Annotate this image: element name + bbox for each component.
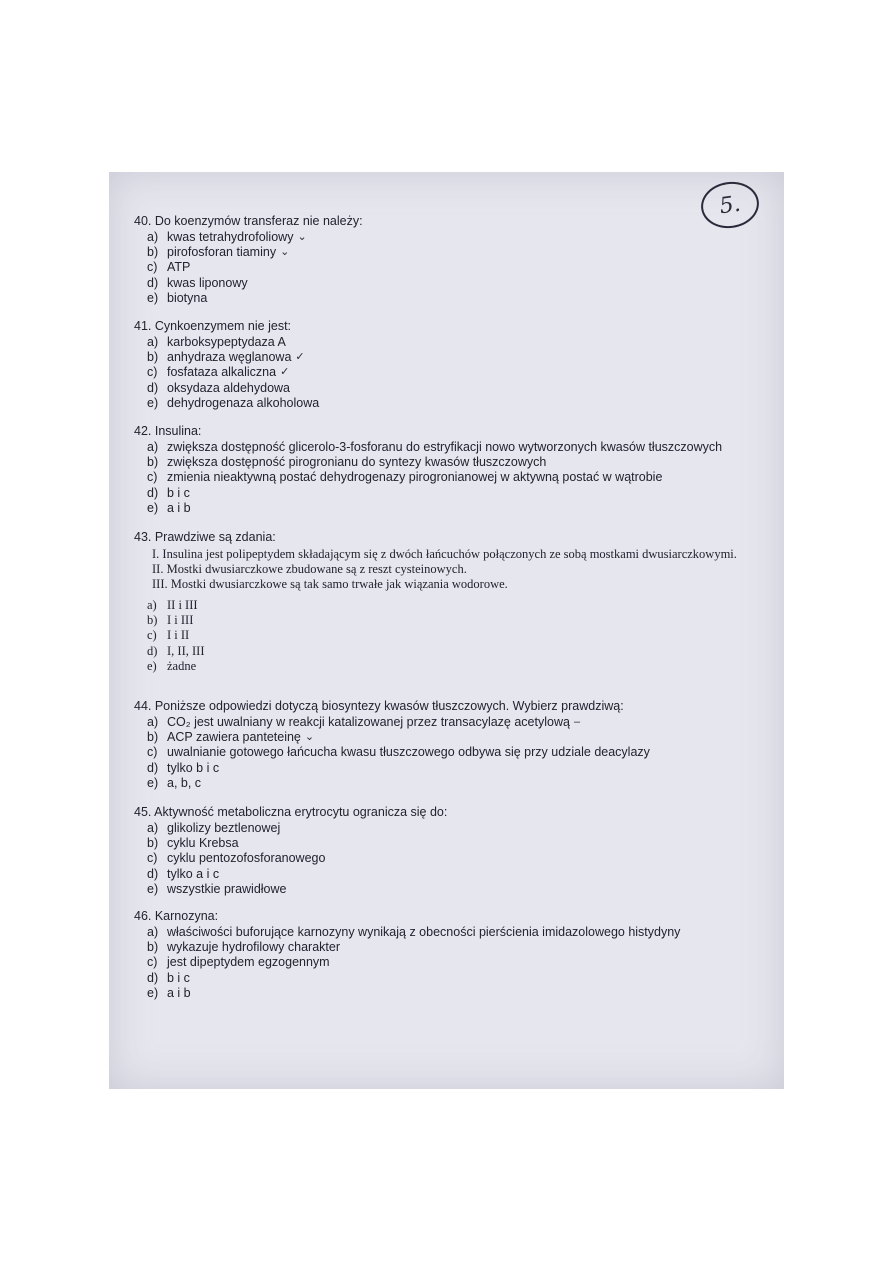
question-43 <box>134 530 774 674</box>
statements-list <box>152 547 774 592</box>
option-text: a i b <box>167 500 191 515</box>
option-label: b) <box>147 613 158 628</box>
handwritten-mark: – <box>573 716 581 728</box>
option-label: e) <box>147 881 159 896</box>
option-text: zwiększa dostępność pirogronianu do syntezy kwasów tłuszczowych <box>167 455 547 470</box>
options-list <box>147 925 774 1001</box>
option-label: a) <box>147 821 159 835</box>
option <box>147 381 774 396</box>
question-title: 44. Poniższe odpowiedzi dotyczą biosyntezy kwasów tłuszczowych. Wybierz prawdziwą: <box>134 699 624 713</box>
statement: I. Insulina jest polipeptydem składającym się z dwóch łańcuchów połączonych ze sobą mostkami dwusiarczkowymi. <box>152 547 737 561</box>
scanned-page <box>109 172 784 1089</box>
option-text: wykazuje hydrofilowy charakter <box>167 940 340 955</box>
option <box>147 715 774 730</box>
option-label: c) <box>147 628 157 643</box>
options-list <box>147 230 774 306</box>
option-text: glikolizy beztlenowej <box>167 821 281 835</box>
option-label: d) <box>147 485 159 500</box>
option-label: b) <box>147 730 159 745</box>
page-number-badge: 5. <box>698 178 762 232</box>
option <box>147 291 774 306</box>
option-text: cyklu pentozofosforanowego <box>167 851 326 866</box>
question-title: 42. Insulina: <box>134 424 202 438</box>
option <box>147 761 774 776</box>
option <box>147 867 774 882</box>
option-text: biotyna <box>167 290 208 305</box>
options-list <box>147 440 774 516</box>
option <box>147 260 774 275</box>
question-title: 46. Karnozyna: <box>134 909 219 923</box>
option-text: karboksypeptydaza A <box>167 335 286 349</box>
option <box>147 821 774 836</box>
option-label: d) <box>147 380 159 395</box>
option-text: II i III <box>167 598 198 612</box>
option <box>147 971 774 986</box>
option-text: zwiększa dostępność glicerolo-3-fosforanu do estryfikacji nowo wytworzonych kwasów tłuszczowych <box>167 440 723 454</box>
option-text: b i c <box>167 485 190 500</box>
handwritten-mark: ✓ <box>280 366 290 379</box>
option-text: oksydaza aldehydowa <box>167 380 290 395</box>
option <box>147 986 774 1001</box>
option-text: anhydraza węglanowa <box>167 350 292 365</box>
option-label: e) <box>147 290 159 305</box>
option <box>147 276 774 291</box>
question-title: 43. Prawdziwe są zdania: <box>134 530 276 544</box>
option-label: e) <box>147 395 159 410</box>
options-list <box>147 821 774 897</box>
option <box>147 882 774 897</box>
option-label: d) <box>147 866 159 881</box>
option-text: kwas liponowy <box>167 275 248 290</box>
handwritten-mark: ⌄ <box>280 246 290 259</box>
option-label: a) <box>147 440 159 454</box>
question-42 <box>134 424 774 516</box>
option-text: a, b, c <box>167 775 202 790</box>
option-text: tylko a i c <box>167 866 220 881</box>
option-label: b) <box>147 836 159 851</box>
option <box>147 440 774 455</box>
question-45 <box>134 805 774 897</box>
option <box>147 350 774 365</box>
question-title: 45. Aktywność metaboliczna erytrocytu ogranicza się do: <box>134 805 448 819</box>
option-label: c) <box>147 260 158 275</box>
option-text: kwas tetrahydrofoliowy <box>167 230 294 244</box>
option <box>147 613 774 628</box>
option-text: właściwości buforujące karnozyny wynikają z obecności pierścienia imidazolowego histydyny <box>167 925 681 939</box>
question-title: 41. Cynkoenzymem nie jest: <box>134 319 292 333</box>
option-label: c) <box>147 365 158 380</box>
option-label: d) <box>147 970 159 985</box>
option-label: a) <box>147 335 159 349</box>
option-label: d) <box>147 643 158 658</box>
question-41 <box>134 319 774 411</box>
question-title: 40. Do koenzymów transferaz nie należy: <box>134 214 363 228</box>
question-40 <box>134 214 774 306</box>
question-44 <box>134 699 774 791</box>
option-text: cyklu Krebsa <box>167 836 239 851</box>
option-text: pirofosforan tiaminy <box>167 245 277 260</box>
option-label: d) <box>147 275 159 290</box>
option-text: I, II, III <box>167 643 205 658</box>
option-label: a) <box>147 230 159 244</box>
option-text: dehydrogenaza alkoholowa <box>167 395 320 410</box>
handwritten-mark: ✓ <box>295 351 305 364</box>
option <box>147 455 774 470</box>
option <box>147 245 774 260</box>
option-label: e) <box>147 985 159 1000</box>
statement: III. Mostki dwusiarczkowe są tak samo trwałe jak wiązania wodorowe. <box>152 577 508 591</box>
option <box>147 776 774 791</box>
handwritten-mark: ⌄ <box>297 231 307 243</box>
options-list <box>147 715 774 791</box>
option-label: a) <box>147 598 157 612</box>
option <box>147 836 774 851</box>
option <box>147 730 774 745</box>
option <box>147 365 774 380</box>
option <box>147 628 774 643</box>
option <box>147 230 774 245</box>
option <box>147 598 774 613</box>
option-label: c) <box>147 470 158 485</box>
option <box>147 659 774 674</box>
option-label: a) <box>147 715 159 729</box>
option-label: e) <box>147 500 159 515</box>
option-text: CO₂ jest uwalniany w reakcji katalizowanej przez transacylazę acetylową <box>167 715 570 729</box>
option <box>147 335 774 350</box>
option-text: a i b <box>167 985 191 1000</box>
option <box>147 940 774 955</box>
option-label: b) <box>147 940 159 955</box>
option-text: fosfataza alkaliczna <box>167 365 277 380</box>
option <box>147 470 774 485</box>
option <box>147 396 774 411</box>
option <box>147 851 774 866</box>
option-label: d) <box>147 760 159 775</box>
option-text: uwalnianie gotowego łańcucha kwasu tłuszczowego odbywa się przy udziale deacylazy <box>167 745 650 760</box>
option-label: e) <box>147 775 159 790</box>
option-label: b) <box>147 350 159 365</box>
options-list <box>147 598 774 674</box>
option-label: c) <box>147 745 158 760</box>
option <box>147 486 774 501</box>
option-text: jest dipeptydem egzogennym <box>167 955 330 970</box>
option-label: b) <box>147 245 159 260</box>
option-label: a) <box>147 925 159 939</box>
option-text: zmienia nieaktywną postać dehydrogenazy pirogronianowej w aktywną postać w wątrobie <box>167 470 663 485</box>
option-label: e) <box>147 658 157 673</box>
option-text: ATP <box>167 260 191 275</box>
option-label: b) <box>147 455 159 470</box>
option-text: I i II <box>167 628 190 643</box>
statement: II. Mostki dwusiarczkowe zbudowane są z reszt cysteinowych. <box>152 562 467 576</box>
option <box>147 925 774 940</box>
option-text: I i III <box>167 613 194 628</box>
option <box>147 745 774 760</box>
question-46 <box>134 909 774 1001</box>
option-label: c) <box>147 851 158 866</box>
option-text: b i c <box>167 970 190 985</box>
handwritten-mark: ⌄ <box>304 731 315 744</box>
options-list <box>147 335 774 411</box>
option-label: c) <box>147 955 158 970</box>
option-text: tylko b i c <box>167 760 220 775</box>
option-text: wszystkie prawidłowe <box>167 881 287 896</box>
option <box>147 644 774 659</box>
option <box>147 955 774 970</box>
option <box>147 501 774 516</box>
option-text: żadne <box>167 658 197 673</box>
option-text: ACP zawiera panteteinę <box>167 730 301 745</box>
